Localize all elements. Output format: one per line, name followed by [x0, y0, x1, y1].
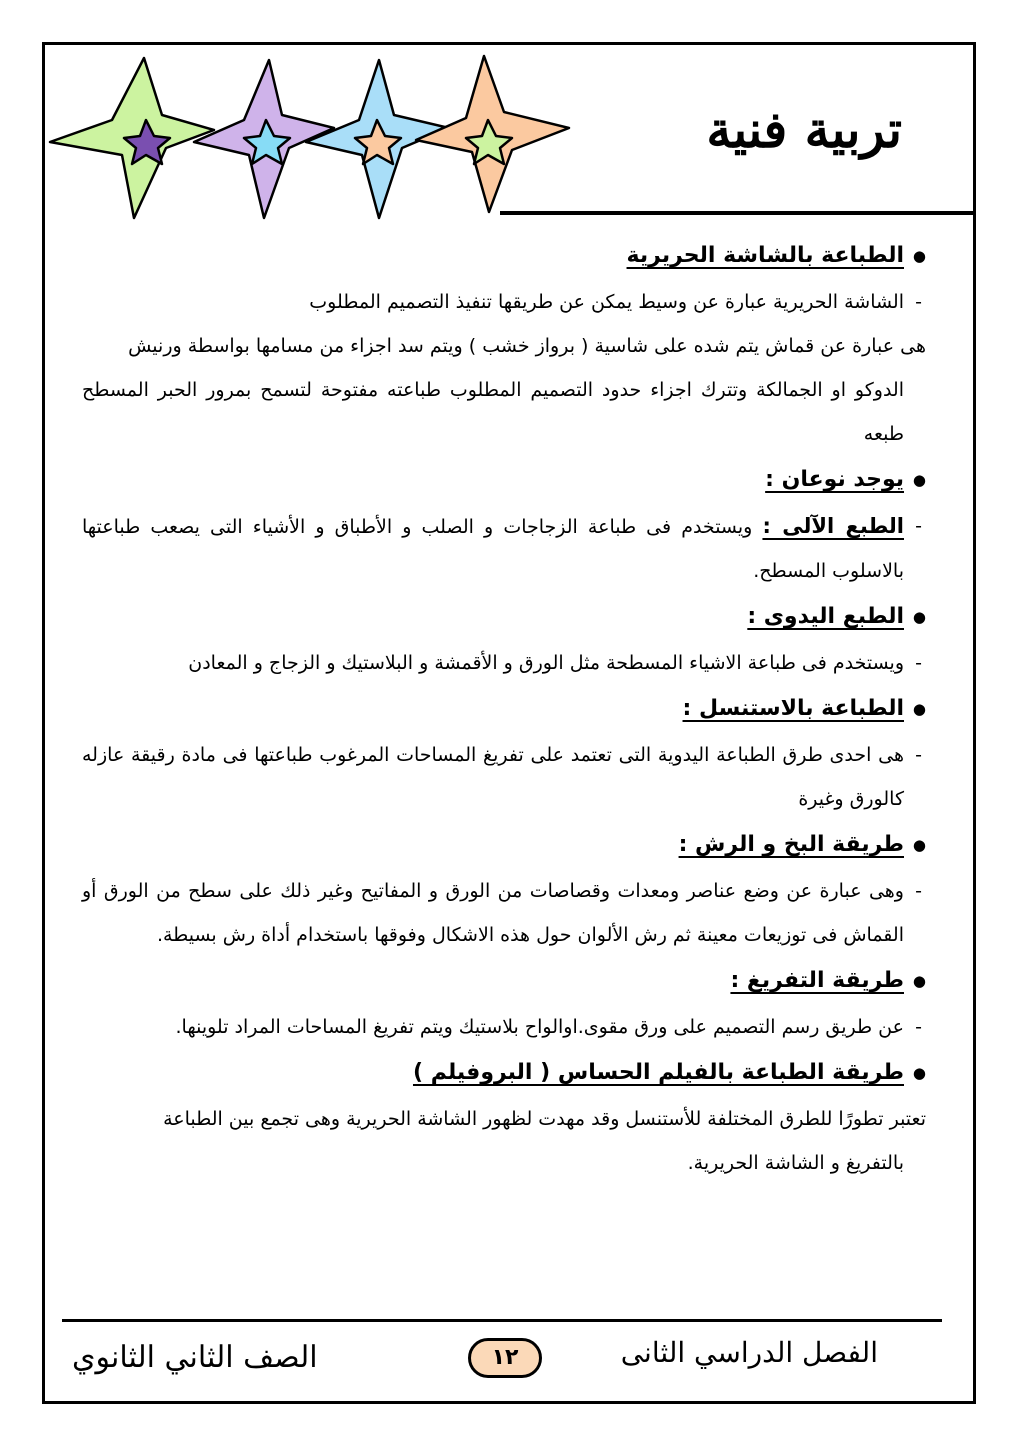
- bullet-text: - الطبع الآلى : ويستخدم فى طباعة الزجاجات و الصلب و الأطباق و الأشياء التى يصعب طباعتها بالاسلوب المسطح.: [82, 504, 926, 593]
- footer-semester: الفصل الدراسي الثانى: [620, 1336, 878, 1369]
- section-heading: ● الطبع اليدوى :: [82, 593, 926, 641]
- content-body: [82, 232, 926, 1185]
- section-heading: ● طريقة الطباعة بالفيلم الحساس ( البروفيلم ): [82, 1049, 926, 1097]
- page-number-badge: ١٢: [468, 1338, 542, 1378]
- page-title: تربية فنية: [706, 100, 902, 159]
- section-heading: ● الطباعة بالاستنسل :: [82, 685, 926, 733]
- bullet-text: - الشاشة الحريرية عبارة عن وسيط يمكن عن طريقها تنفيذ التصميم المطلوب: [82, 280, 926, 324]
- paragraph-text: هى عبارة عن قماش يتم شده على شاسية ( برواز خشب ) ويتم سد اجزاء من مسامها بواسطة ورنيش: [128, 335, 926, 357]
- section-heading: ● طريقة التفريغ :: [82, 957, 926, 1005]
- section-heading: ● يوجد نوعان :: [82, 456, 926, 504]
- bullet-text: - ويستخدم فى طباعة الاشياء المسطحة مثل الورق و الأقمشة و البلاستيك و الزجاج و المعادن: [82, 641, 926, 685]
- stars-decoration-icon: [44, 50, 584, 230]
- section-heading: ● الطباعة بالشاشة الحريرية: [82, 232, 926, 280]
- paragraph-text: تعتبر تطورًا للطرق المختلفة للأستنسل وقد مهدت لظهور الشاشة الحريرية وهى تجمع بين الطباعة: [163, 1108, 926, 1130]
- paragraph-text: الدوكو او الجمالكة وتترك اجزاء حدود التصميم المطلوب طباعته مفتوحة لتسمح بمرور الحبر المسطح طبعه: [82, 379, 904, 445]
- section-heading: ● طريقة البخ و الرش :: [82, 821, 926, 869]
- footer-grade: الصف الثاني الثانوي: [72, 1340, 318, 1375]
- header-divider: [500, 211, 976, 215]
- footer-divider: [62, 1319, 942, 1322]
- bullet-text: - وهى عبارة عن وضع عناصر ومعدات وقصاصات من الورق و المفاتيح وغير ذلك على سطح من الورق أو القماش فى توزيعات معينة ثم رش الألوان حول هذه الاشكال وفوقها باستخدام أداة رش بسيطة.: [82, 869, 926, 957]
- bold-term: الطبع الآلى :: [762, 514, 904, 538]
- bullet-text: - هى احدى طرق الطباعة اليدوية التى تعتمد على تفريغ المساحات المرغوب طباعتها فى مادة رقيقة عازله كالورق وغيرة: [82, 733, 926, 821]
- bullet-text: - عن طريق رسم التصميم على ورق مقوى.اوالواح بلاستيك ويتم تفريغ المساحات المراد تلوينها.: [82, 1005, 926, 1049]
- paragraph-text: بالتفريغ و الشاشة الحريرية.: [687, 1152, 904, 1174]
